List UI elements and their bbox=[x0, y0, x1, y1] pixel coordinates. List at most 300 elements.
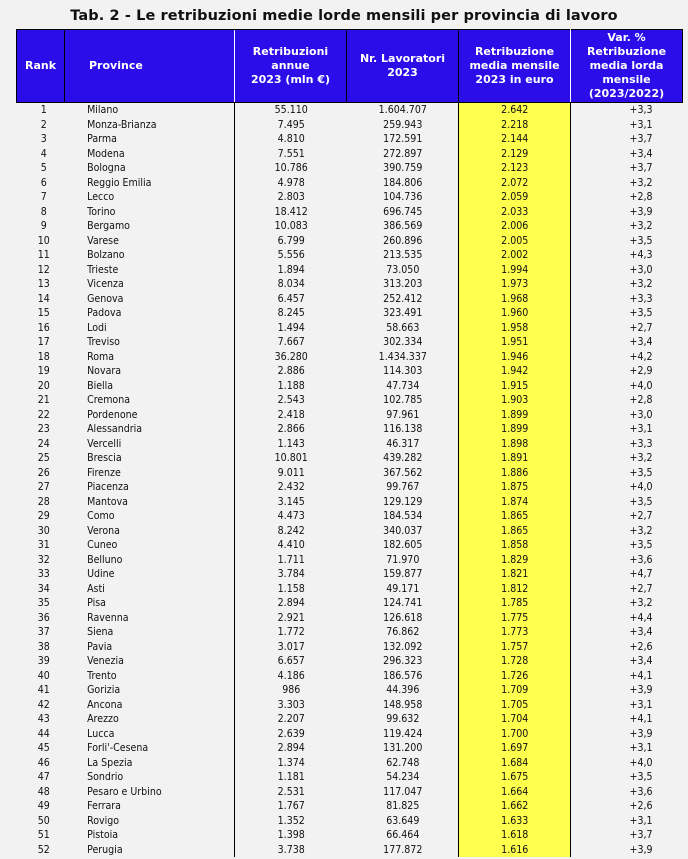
media-mensile-cell bbox=[459, 727, 571, 742]
province-cell: Padova bbox=[86, 307, 121, 320]
table-row bbox=[17, 176, 683, 191]
media-mensile-value: 1.899 bbox=[500, 408, 529, 421]
media-mensile-cell bbox=[459, 132, 571, 147]
lavoratori-cell: 71.970 bbox=[385, 553, 419, 566]
rank-cell: 38 bbox=[37, 640, 50, 653]
media-mensile-value: 1.773 bbox=[500, 626, 529, 639]
province-cell: Roma bbox=[86, 350, 114, 363]
rank-cell: 46 bbox=[37, 756, 50, 769]
header-line: Retribuzioni bbox=[252, 45, 329, 58]
media-mensile-value: 1.618 bbox=[500, 829, 529, 842]
variazione-cell: +2,7 bbox=[629, 510, 653, 523]
rank-cell: 51 bbox=[37, 829, 50, 842]
rank-cell: 50 bbox=[37, 814, 50, 827]
retribuzioni-cell: 2.894 bbox=[239, 741, 342, 756]
variazione-cell: +4,1 bbox=[629, 713, 653, 726]
media-mensile-cell bbox=[459, 770, 571, 785]
table-row bbox=[17, 306, 683, 321]
variazione-cell: +3,3 bbox=[629, 104, 653, 117]
header-line: Nr. Lavoratori bbox=[359, 52, 446, 65]
media-mensile-value: 1.865 bbox=[500, 524, 529, 537]
retribuzioni-cell: 55.110 bbox=[239, 103, 342, 118]
retribuzioni-cell: 7.495 bbox=[239, 118, 342, 133]
media-mensile-cell bbox=[459, 437, 571, 452]
table-row bbox=[17, 321, 683, 336]
media-mensile-cell bbox=[459, 350, 571, 365]
media-mensile-value: 1.775 bbox=[500, 611, 529, 624]
retribuzioni-cell: 9.011 bbox=[239, 466, 342, 481]
media-mensile-value: 1.616 bbox=[500, 843, 529, 856]
lavoratori-cell: 177.872 bbox=[382, 843, 422, 856]
media-mensile-value: 1.726 bbox=[500, 669, 529, 682]
lavoratori-cell: 62.748 bbox=[385, 756, 419, 769]
variazione-cell: +3,3 bbox=[629, 437, 653, 450]
lavoratori-cell: 1.604.707 bbox=[378, 104, 427, 117]
retribuzioni-cell: 2.886 bbox=[239, 364, 342, 379]
variazione-cell: +3,7 bbox=[629, 133, 653, 146]
lavoratori-cell: 131.200 bbox=[382, 742, 422, 755]
media-mensile-value: 1.958 bbox=[500, 321, 529, 334]
lavoratori-cell: 124.741 bbox=[382, 597, 422, 610]
media-mensile-value: 1.891 bbox=[500, 452, 529, 465]
province-cell: Asti bbox=[86, 582, 105, 595]
variazione-cell: +2,6 bbox=[629, 640, 653, 653]
media-mensile-value: 1.858 bbox=[500, 539, 529, 552]
province-cell: Udine bbox=[86, 568, 114, 581]
province-cell: Ancona bbox=[86, 698, 122, 711]
table-row bbox=[17, 292, 683, 307]
province-cell: Varese bbox=[86, 234, 119, 247]
rank-cell: 29 bbox=[37, 510, 50, 523]
retribuzioni-cell: 7.551 bbox=[239, 147, 342, 162]
table-row bbox=[17, 350, 683, 365]
media-mensile-cell bbox=[459, 654, 571, 669]
province-cell: Trieste bbox=[86, 263, 118, 276]
variazione-cell: +3,1 bbox=[629, 814, 653, 827]
retribuzioni-cell: 3.738 bbox=[239, 843, 342, 858]
province-cell: Treviso bbox=[86, 336, 120, 349]
media-mensile-cell bbox=[459, 814, 571, 829]
variazione-cell: +3,3 bbox=[629, 292, 653, 305]
variazione-cell: +3,0 bbox=[629, 408, 653, 421]
retribuzioni-cell: 1.767 bbox=[239, 799, 342, 814]
table-row bbox=[17, 640, 683, 655]
media-mensile-cell bbox=[459, 408, 571, 423]
province-cell: Modena bbox=[86, 147, 125, 160]
retribuzioni-cell: 10.083 bbox=[239, 219, 342, 234]
retribuzioni-cell: 1.398 bbox=[239, 828, 342, 843]
media-mensile-value: 1.942 bbox=[500, 365, 529, 378]
table-row bbox=[17, 103, 683, 118]
lavoratori-cell: 184.534 bbox=[382, 510, 422, 523]
province-cell: Monza-Brianza bbox=[86, 118, 157, 131]
retribuzioni-cell: 10.801 bbox=[239, 451, 342, 466]
rank-cell: 7 bbox=[40, 191, 47, 204]
media-mensile-cell bbox=[459, 553, 571, 568]
media-mensile-value: 2.642 bbox=[500, 104, 529, 117]
media-mensile-cell bbox=[459, 103, 571, 118]
retribuzioni-cell: 1.352 bbox=[239, 814, 342, 829]
retribuzioni-cell: 2.531 bbox=[239, 785, 342, 800]
variazione-cell: +2,9 bbox=[629, 365, 653, 378]
media-mensile-value: 1.946 bbox=[500, 350, 529, 363]
rank-cell: 17 bbox=[37, 336, 50, 349]
table-row bbox=[17, 393, 683, 408]
rank-cell: 34 bbox=[37, 582, 50, 595]
lavoratori-cell: 340.037 bbox=[382, 524, 422, 537]
media-mensile-cell bbox=[459, 538, 571, 553]
table-row bbox=[17, 538, 683, 553]
media-mensile-cell bbox=[459, 451, 571, 466]
province-cell: Lodi bbox=[86, 321, 107, 334]
media-mensile-value: 1.829 bbox=[500, 553, 529, 566]
table-row bbox=[17, 205, 683, 220]
rank-cell: 18 bbox=[37, 350, 50, 363]
variazione-cell: +3,9 bbox=[629, 727, 653, 740]
province-cell: Verona bbox=[86, 524, 120, 537]
table-row bbox=[17, 451, 683, 466]
media-mensile-value: 1.903 bbox=[500, 394, 529, 407]
table-row bbox=[17, 582, 683, 597]
media-mensile-cell bbox=[459, 147, 571, 162]
lavoratori-cell: 97.961 bbox=[385, 408, 419, 421]
retribuzioni-cell: 1.158 bbox=[239, 582, 342, 597]
header-line: 2023 bbox=[387, 66, 418, 79]
retribuzioni-cell: 2.894 bbox=[239, 596, 342, 611]
province-cell: Perugia bbox=[86, 843, 123, 856]
table-row bbox=[17, 741, 683, 756]
variazione-cell: +4,1 bbox=[629, 669, 653, 682]
rank-cell: 32 bbox=[37, 553, 50, 566]
table-row bbox=[17, 596, 683, 611]
retribuzioni-cell: 18.412 bbox=[239, 205, 342, 220]
variazione-cell: +4,0 bbox=[629, 379, 653, 392]
table-title: Tab. 2 - Le retribuzioni medie lorde mensili per provincia di lavoro bbox=[70, 8, 618, 24]
header-nr-lavoratori bbox=[347, 30, 459, 103]
media-mensile-cell bbox=[459, 640, 571, 655]
province-cell: Venezia bbox=[86, 655, 124, 668]
media-mensile-cell bbox=[459, 263, 571, 278]
variazione-cell: +3,5 bbox=[629, 539, 653, 552]
lavoratori-cell: 213.535 bbox=[382, 249, 422, 262]
media-mensile-value: 2.072 bbox=[500, 176, 529, 189]
variazione-cell: +3,9 bbox=[629, 684, 653, 697]
rank-cell: 13 bbox=[37, 278, 50, 291]
rank-cell: 41 bbox=[37, 684, 50, 697]
media-mensile-cell bbox=[459, 683, 571, 698]
table-row bbox=[17, 683, 683, 698]
variazione-cell: +3,9 bbox=[629, 843, 653, 856]
rank-cell: 31 bbox=[37, 539, 50, 552]
table-row bbox=[17, 161, 683, 176]
rank-cell: 1 bbox=[40, 104, 47, 117]
lavoratori-cell: 114.303 bbox=[382, 365, 422, 378]
retribuzioni-cell: 3.017 bbox=[239, 640, 342, 655]
media-mensile-cell bbox=[459, 596, 571, 611]
rank-cell: 8 bbox=[40, 205, 47, 218]
table-row bbox=[17, 118, 683, 133]
media-mensile-cell bbox=[459, 306, 571, 321]
table-row bbox=[17, 364, 683, 379]
media-mensile-value: 1.821 bbox=[500, 568, 529, 581]
media-mensile-cell bbox=[459, 161, 571, 176]
variazione-cell: +3,2 bbox=[629, 278, 653, 291]
retribuzioni-cell: 3.145 bbox=[239, 495, 342, 510]
variazione-cell: +4,0 bbox=[629, 756, 653, 769]
lavoratori-cell: 159.877 bbox=[382, 568, 422, 581]
table-row bbox=[17, 248, 683, 263]
table-body bbox=[17, 103, 683, 858]
lavoratori-cell: 313.203 bbox=[382, 278, 422, 291]
province-cell: Pistoia bbox=[86, 829, 118, 842]
header-row bbox=[17, 30, 683, 103]
province-cell: Ravenna bbox=[86, 611, 129, 624]
rank-cell: 11 bbox=[37, 249, 50, 262]
media-mensile-cell bbox=[459, 118, 571, 133]
retribuzioni-cell: 3.303 bbox=[239, 698, 342, 713]
table-row bbox=[17, 611, 683, 626]
rank-cell: 5 bbox=[40, 162, 47, 175]
variazione-cell: +3,2 bbox=[629, 176, 653, 189]
table-row bbox=[17, 814, 683, 829]
table-row bbox=[17, 712, 683, 727]
media-mensile-value: 2.005 bbox=[500, 234, 529, 247]
variazione-cell: +4,4 bbox=[629, 611, 653, 624]
table-row bbox=[17, 379, 683, 394]
province-cell: Torino bbox=[86, 205, 115, 218]
province-cell: Bergamo bbox=[86, 220, 130, 233]
retribuzioni-cell: 6.457 bbox=[239, 292, 342, 307]
table-row bbox=[17, 654, 683, 669]
variazione-cell: +4,7 bbox=[629, 568, 653, 581]
province-cell: Reggio Emilia bbox=[86, 176, 151, 189]
media-mensile-value: 2.144 bbox=[500, 133, 529, 146]
media-mensile-cell bbox=[459, 379, 571, 394]
lavoratori-cell: 119.424 bbox=[382, 727, 422, 740]
lavoratori-cell: 49.171 bbox=[385, 582, 419, 595]
variazione-cell: +3,2 bbox=[629, 220, 653, 233]
variazione-cell: +3,4 bbox=[629, 626, 653, 639]
table-row bbox=[17, 335, 683, 350]
rank-cell: 44 bbox=[37, 727, 50, 740]
header-variazione bbox=[571, 30, 683, 103]
retribuzioni-cell: 8.242 bbox=[239, 524, 342, 539]
lavoratori-cell: 302.334 bbox=[382, 336, 422, 349]
retribuzioni-cell: 3.784 bbox=[239, 567, 342, 582]
rank-cell: 21 bbox=[37, 394, 50, 407]
retribuzioni-cell: 36.280 bbox=[239, 350, 342, 365]
header-line: media mensile bbox=[469, 59, 560, 72]
rank-cell: 25 bbox=[37, 452, 50, 465]
retribuzioni-cell: 1.188 bbox=[239, 379, 342, 394]
retribuzioni-cell: 1.494 bbox=[239, 321, 342, 336]
variazione-cell: +2,8 bbox=[629, 394, 653, 407]
variazione-cell: +3,7 bbox=[629, 162, 653, 175]
variazione-cell: +4,0 bbox=[629, 481, 653, 494]
retribuzioni-cell: 6.799 bbox=[239, 234, 342, 249]
variazione-cell: +3,6 bbox=[629, 553, 653, 566]
lavoratori-cell: 44.396 bbox=[385, 684, 419, 697]
media-mensile-value: 1.633 bbox=[500, 814, 529, 827]
lavoratori-cell: 54.234 bbox=[385, 771, 419, 784]
rank-cell: 47 bbox=[37, 771, 50, 784]
media-mensile-cell bbox=[459, 321, 571, 336]
media-mensile-cell bbox=[459, 799, 571, 814]
table-row bbox=[17, 843, 683, 858]
media-mensile-cell bbox=[459, 698, 571, 713]
media-mensile-cell bbox=[459, 828, 571, 843]
rank-cell: 49 bbox=[37, 800, 50, 813]
media-mensile-cell bbox=[459, 422, 571, 437]
retribuzioni-cell: 4.186 bbox=[239, 669, 342, 684]
variazione-cell: +3,7 bbox=[629, 829, 653, 842]
media-mensile-cell bbox=[459, 277, 571, 292]
media-mensile-value: 1.684 bbox=[500, 756, 529, 769]
rank-cell: 26 bbox=[37, 466, 50, 479]
lavoratori-cell: 63.649 bbox=[385, 814, 419, 827]
table-row bbox=[17, 698, 683, 713]
retribuzioni-cell: 1.772 bbox=[239, 625, 342, 640]
header-line: media lorda bbox=[589, 59, 664, 72]
province-cell: Brescia bbox=[86, 452, 122, 465]
retribuzioni-cell: 2.866 bbox=[239, 422, 342, 437]
variazione-cell: +3,6 bbox=[629, 785, 653, 798]
table-row bbox=[17, 625, 683, 640]
variazione-cell: +4,2 bbox=[629, 350, 653, 363]
lavoratori-cell: 259.943 bbox=[382, 118, 422, 131]
table-row bbox=[17, 785, 683, 800]
variazione-cell: +3,0 bbox=[629, 263, 653, 276]
province-cell: Bologna bbox=[86, 162, 126, 175]
media-mensile-cell bbox=[459, 756, 571, 771]
header-line: mensile bbox=[602, 73, 651, 86]
media-mensile-value: 1.960 bbox=[500, 307, 529, 320]
variazione-cell: +2,6 bbox=[629, 800, 653, 813]
rank-cell: 4 bbox=[40, 147, 47, 160]
table-row bbox=[17, 466, 683, 481]
media-mensile-value: 1.899 bbox=[500, 423, 529, 436]
header-line: Retribuzione bbox=[586, 45, 667, 58]
province-cell: La Spezia bbox=[86, 756, 132, 769]
table-row bbox=[17, 234, 683, 249]
media-mensile-cell bbox=[459, 611, 571, 626]
media-mensile-value: 1.951 bbox=[500, 336, 529, 349]
retribuzioni-cell: 4.410 bbox=[239, 538, 342, 553]
media-mensile-value: 2.129 bbox=[500, 147, 529, 160]
media-mensile-cell bbox=[459, 480, 571, 495]
media-mensile-cell bbox=[459, 292, 571, 307]
table-row bbox=[17, 147, 683, 162]
province-cell: Ferrara bbox=[86, 800, 121, 813]
retribuzioni-cell: 2.639 bbox=[239, 727, 342, 742]
lavoratori-cell: 102.785 bbox=[382, 394, 422, 407]
retribuzioni-cell: 1.181 bbox=[239, 770, 342, 785]
table-row bbox=[17, 437, 683, 452]
media-mensile-value: 1.705 bbox=[500, 698, 529, 711]
lavoratori-cell: 272.897 bbox=[382, 147, 422, 160]
media-mensile-value: 2.059 bbox=[500, 191, 529, 204]
retribuzioni-cell: 1.894 bbox=[239, 263, 342, 278]
lavoratori-cell: 148.958 bbox=[382, 698, 422, 711]
header-line: annue bbox=[271, 59, 310, 72]
province-cell: Cremona bbox=[86, 394, 130, 407]
media-mensile-value: 1.664 bbox=[500, 785, 529, 798]
lavoratori-cell: 386.569 bbox=[382, 220, 422, 233]
media-mensile-value: 1.875 bbox=[500, 481, 529, 494]
table-row bbox=[17, 480, 683, 495]
table-row bbox=[17, 770, 683, 785]
province-cell: Piacenza bbox=[86, 481, 129, 494]
media-mensile-cell bbox=[459, 785, 571, 800]
variazione-cell: +2,8 bbox=[629, 191, 653, 204]
lavoratori-cell: 439.282 bbox=[382, 452, 422, 465]
media-mensile-value: 1.675 bbox=[500, 771, 529, 784]
retribuzioni-cell: 7.667 bbox=[239, 335, 342, 350]
retribuzioni-cell: 4.473 bbox=[239, 509, 342, 524]
variazione-cell: +2,7 bbox=[629, 582, 653, 595]
rank-cell: 12 bbox=[37, 263, 50, 276]
lavoratori-cell: 76.862 bbox=[385, 626, 419, 639]
table-row bbox=[17, 422, 683, 437]
rank-cell: 9 bbox=[40, 220, 47, 233]
lavoratori-cell: 126.618 bbox=[382, 611, 422, 624]
rank-cell: 45 bbox=[37, 742, 50, 755]
table-row bbox=[17, 509, 683, 524]
retribuzioni-cell: 4.978 bbox=[239, 176, 342, 191]
media-mensile-cell bbox=[459, 495, 571, 510]
retribuzioni-cell: 2.803 bbox=[239, 190, 342, 205]
province-cell: Sondrio bbox=[86, 771, 123, 784]
province-cell: Cuneo bbox=[86, 539, 117, 552]
variazione-cell: +3,9 bbox=[629, 205, 653, 218]
media-mensile-value: 1.968 bbox=[500, 292, 529, 305]
rank-cell: 10 bbox=[37, 234, 50, 247]
media-mensile-value: 1.865 bbox=[500, 510, 529, 523]
rank-cell: 39 bbox=[37, 655, 50, 668]
rank-cell: 28 bbox=[37, 495, 50, 508]
media-mensile-value: 1.704 bbox=[500, 713, 529, 726]
retribuzioni-cell: 8.034 bbox=[239, 277, 342, 292]
media-mensile-cell bbox=[459, 669, 571, 684]
rank-cell: 6 bbox=[40, 176, 47, 189]
province-cell: Trento bbox=[86, 669, 117, 682]
table-row bbox=[17, 756, 683, 771]
rank-cell: 40 bbox=[37, 669, 50, 682]
media-mensile-cell bbox=[459, 234, 571, 249]
rank-cell: 3 bbox=[40, 133, 47, 146]
lavoratori-cell: 252.412 bbox=[382, 292, 422, 305]
media-mensile-value: 1.785 bbox=[500, 597, 529, 610]
media-mensile-cell bbox=[459, 176, 571, 191]
rank-cell: 43 bbox=[37, 713, 50, 726]
media-mensile-cell bbox=[459, 741, 571, 756]
header-line: (2023/2022) bbox=[588, 87, 665, 100]
province-cell: Firenze bbox=[86, 466, 121, 479]
header-retribuzione-media bbox=[459, 30, 571, 103]
lavoratori-cell: 129.129 bbox=[382, 495, 422, 508]
header-line: Var. % bbox=[607, 31, 646, 44]
rank-cell: 33 bbox=[37, 568, 50, 581]
table-row bbox=[17, 408, 683, 423]
retribuzioni-cell: 1.143 bbox=[239, 437, 342, 452]
table-row bbox=[17, 132, 683, 147]
lavoratori-cell: 99.767 bbox=[385, 481, 419, 494]
media-mensile-cell bbox=[459, 335, 571, 350]
province-cell: Gorizia bbox=[86, 684, 120, 697]
variazione-cell: +3,5 bbox=[629, 234, 653, 247]
header-line: Retribuzione bbox=[474, 45, 555, 58]
variazione-cell: +2,7 bbox=[629, 321, 653, 334]
